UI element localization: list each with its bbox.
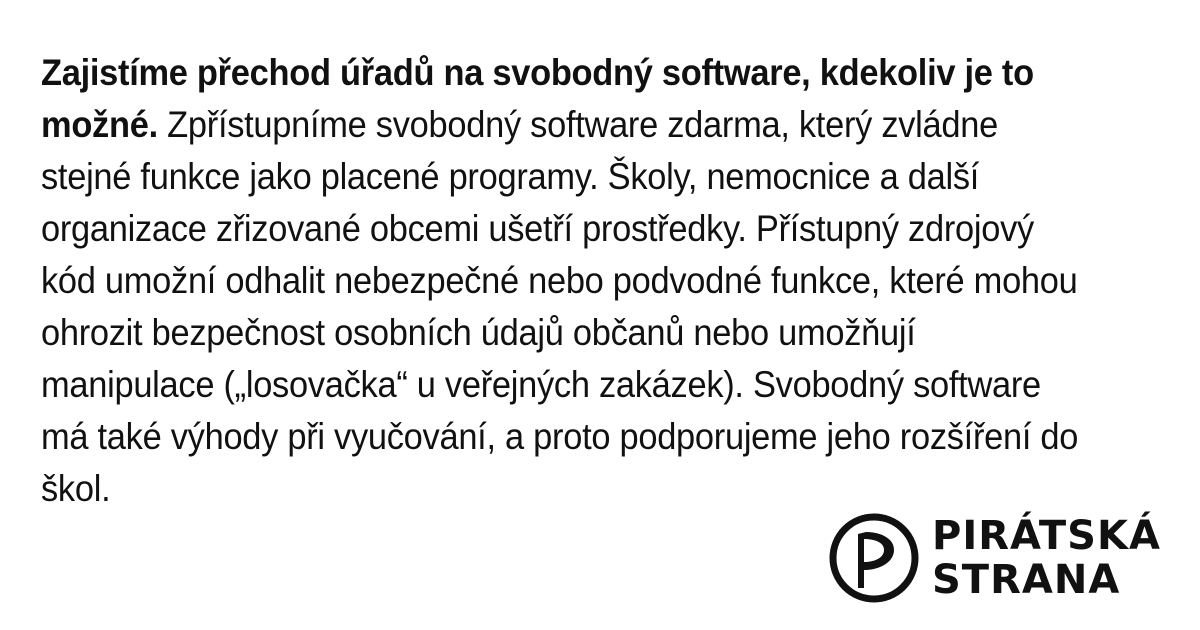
statement-text bbox=[41, 47, 1092, 515]
party-name bbox=[932, 514, 1161, 602]
statement-bold-lead: Zajistíme přechod úřadů na svobodný software, kdekoliv je to možné. bbox=[41, 52, 1034, 145]
party-name-line2: STRANA bbox=[932, 557, 1121, 603]
party-logo bbox=[828, 512, 1173, 606]
party-name-line1: PIRÁTSKÁ bbox=[932, 513, 1161, 559]
pirate-flag-icon bbox=[828, 512, 920, 604]
statement-body: Zpřístupníme svobodný software zdarma, který zvládne stejné funkce jako placené programy. Školy, nemocnice a další organizace zřizované obcemi ušetří prostředky. Přístupný zdrojový kód umožní odhalit nebezpečné nebo podvodné funkce, které mohou ohrozit bezpečnost osobních údajů občanů nebo umožňují manipulace („losovačka“ u veřejných zakázek). Svobodný software má také výhody při vyučování, a proto podporujeme jeho rozšíření do škol. bbox=[41, 104, 1079, 509]
